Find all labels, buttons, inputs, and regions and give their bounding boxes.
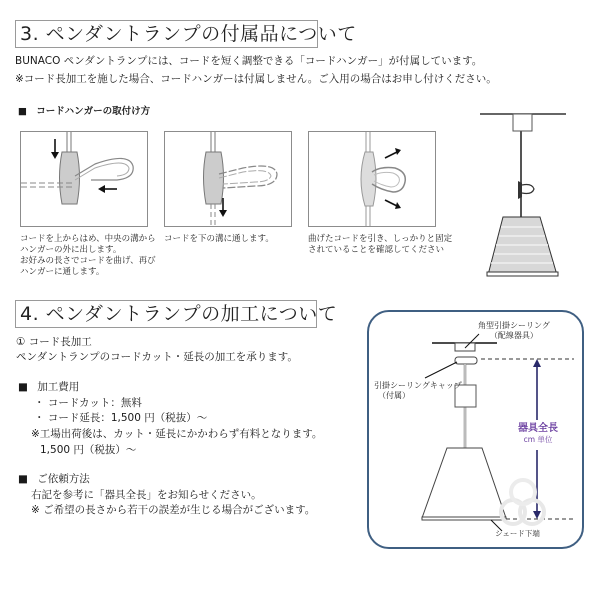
- step1-caption-line: お好みの長さでコードを曲げ、再び: [20, 256, 156, 266]
- step2-illustration: [164, 131, 292, 227]
- section3-intro-line2: ※コード長加工を施した場合、コードハンガーは付属しません。ご入用の場合はお申し付けください。: [15, 73, 497, 85]
- fees-heading: ■ 加工費用: [18, 381, 80, 393]
- section3-title-text: 3. ペンダントランプの付属品について: [20, 23, 357, 45]
- ceiling-cap-label: [374, 381, 462, 401]
- ceiling-cap-label-text: 引掛シーリングキャップ: [374, 381, 462, 390]
- pendant-lamp-icon: [470, 105, 580, 285]
- square-bullet-icon: ■: [18, 473, 28, 485]
- request-heading: ■ ご依頼方法: [18, 473, 90, 485]
- step3-caption-line: 曲げたコードを引き、しっかりと固定: [308, 234, 453, 244]
- square-bullet-icon: ■: [18, 106, 27, 117]
- step1-caption-line: ハンガーに通します。: [20, 267, 105, 277]
- measurement-diagram: [367, 310, 584, 549]
- shade-bottom-label: シェード下端: [495, 529, 540, 538]
- step2-caption: [164, 234, 274, 245]
- section4-title: [15, 300, 338, 328]
- total-length-label-text: 器具全長: [518, 423, 558, 434]
- step3-illustration: [308, 131, 436, 227]
- cord-hanger-through-icon: [165, 132, 291, 226]
- cord-length-heading: ① コード長加工: [16, 336, 92, 348]
- pendant-lamp-illustration: [470, 105, 580, 285]
- fee-line-price: 1,500 円（税抜）～: [40, 444, 137, 456]
- ceiling-cap-label-sub: （付属）: [378, 391, 410, 400]
- fee-line-extend: ・ コード延長：1,500 円（税抜）～: [34, 412, 208, 424]
- request-line-1: 右記を参考に「器具全長」をお知らせください。: [31, 489, 262, 501]
- total-length-label: [507, 422, 569, 445]
- ceiling-rose-label: [478, 321, 550, 341]
- fee-line-cut: ・ コードカット：無料: [34, 397, 142, 409]
- fee-line-note: ※工場出荷後は、カット・延長にかかわらず有料となります。: [31, 428, 323, 440]
- step1-caption-line: コードを上からはめ、中央の溝から: [20, 234, 156, 244]
- cord-hanger-insert-icon: [21, 132, 147, 226]
- unit-label-text: cm 単位: [523, 435, 553, 444]
- step1-illustration: [20, 131, 148, 227]
- square-bullet-icon: ■: [18, 381, 28, 393]
- section3-intro-line1: BUNACO ペンダントランプには、コードを短く調整できる「コードハンガー」が付属しています。: [15, 55, 483, 67]
- cord-length-description: ペンダントランプのコードカット・延長の加工を承ります。: [16, 351, 298, 363]
- request-line-2: ※ ご希望の長さから若干の誤差が生じる場合がございます。: [31, 504, 316, 516]
- section3-title: [15, 20, 357, 48]
- step1-caption: [20, 234, 156, 278]
- step1-caption-line: ハンガーの外に出します。: [20, 245, 122, 255]
- section4-title-text: 4. ペンダントランプの加工について: [20, 303, 338, 325]
- step2-caption-line: コードを下の溝に通します。: [164, 234, 274, 244]
- ceiling-rose-label-sub: （配線器具）: [489, 331, 538, 340]
- step3-caption-line: されていることを確認してください: [308, 245, 445, 255]
- cord-hanger-secure-icon: [309, 132, 435, 226]
- ceiling-rose-label-text: 角型引掛シーリング: [478, 321, 550, 330]
- step3-caption: [308, 234, 452, 256]
- cord-hanger-subheading: ■ コードハンガーの取付け方: [18, 106, 151, 117]
